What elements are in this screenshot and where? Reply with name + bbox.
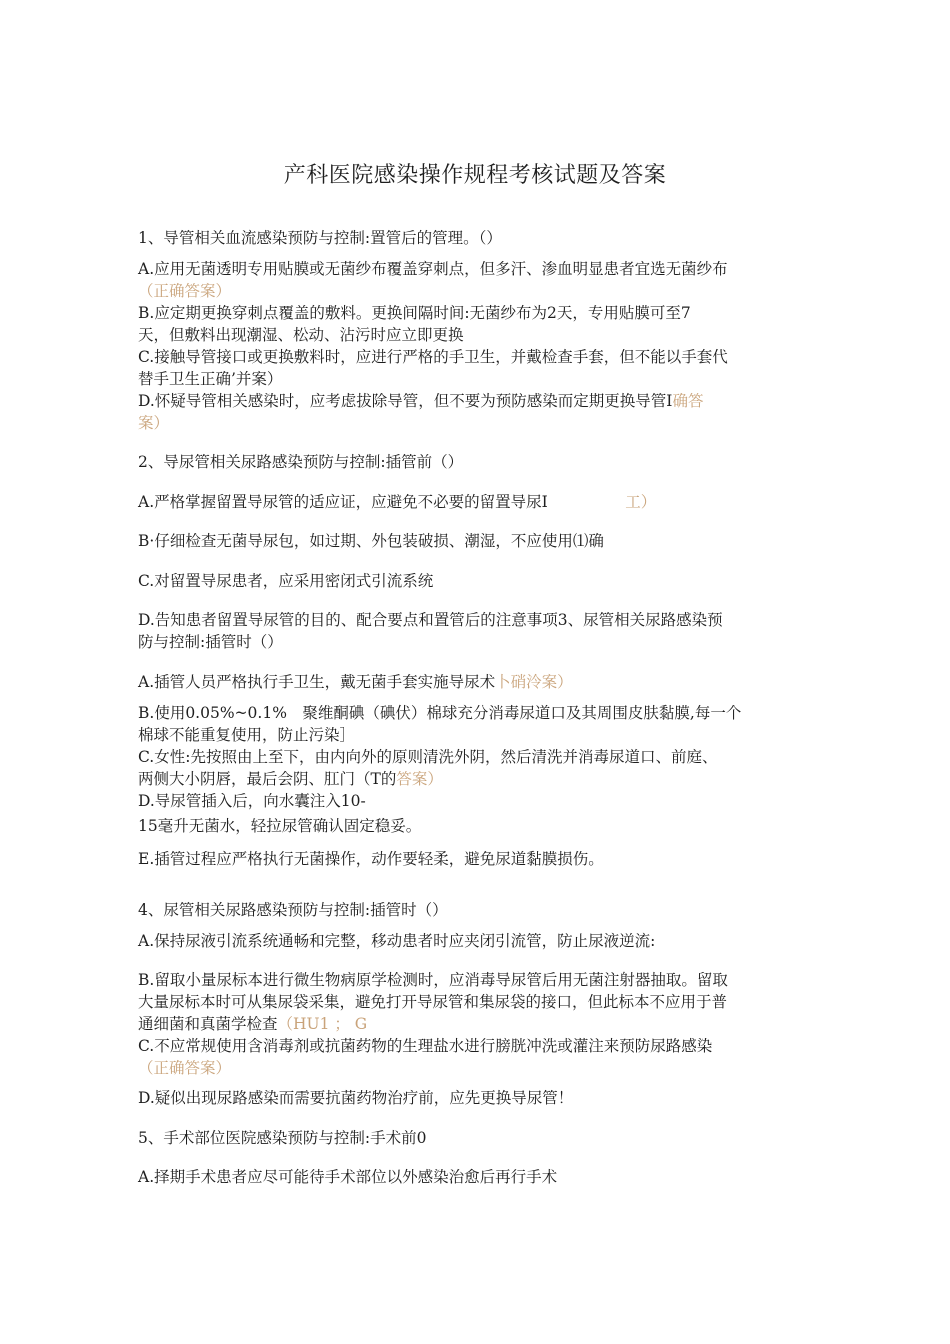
text-line (138, 1013, 810, 1035)
line-text: 天，但敷料出现潮湿、松动、沾污时应立即更换 (138, 326, 464, 344)
line-text: 通细菌和真菌学检查 (138, 1015, 278, 1033)
text-line (138, 930, 810, 952)
line-text: B.留取小量尿标本进行微生物病原学检测时，应消毒导尿管后用无菌注射器抽取。留取 (138, 971, 728, 989)
line-text: D.疑似出现尿路感染而需要抗菌药物治疗前，应先更换导尿管！ (138, 1089, 574, 1107)
line-text: B.应定期更换穿刺点覆盖的敷料。更换间隔时间:无菌纱布为2天，专用贴膜可至7 (138, 304, 691, 322)
text-line (138, 1166, 810, 1188)
line-text: A.保持尿液引流系统通畅和完整，移动患者时应夹闭引流管，防止尿液逆流: (138, 932, 656, 950)
line-text: A.择期手术患者应尽可能待手术部位以外感染治愈后再行手术 (138, 1168, 558, 1186)
line-text: 4、尿管相关尿路感染预防与控制:插管时（） (138, 901, 448, 919)
line-text: 2、导尿管相关尿路感染预防与控制:插管前（） (138, 453, 464, 471)
line-text: 防与控制:插管时（） (138, 633, 283, 651)
line-text: D.怀疑导管相关感染时，应考虑拔除导管，但不要为预防感染而定期更换导管I (138, 392, 673, 410)
line-text: 大量尿标本时可从集尿袋采集，避免打开导尿管和集尿袋的接口，但此标本不应用于普 (138, 993, 728, 1011)
text-line (138, 899, 810, 921)
text-line (138, 302, 810, 324)
text-line (138, 609, 810, 631)
text-line (138, 346, 810, 368)
text-line (138, 1035, 810, 1057)
answer-mark: 确答 (672, 392, 704, 410)
text-line (138, 991, 810, 1013)
answer-mark: （正确答案） (138, 1059, 232, 1077)
line-text: C.女性:先按照由上至下，由内向外的原则清洗外阴，然后清洗并消毒尿道口、前庭、 (138, 748, 718, 766)
line-text: C.对留置导尿患者，应采用密闭式引流系统 (138, 572, 434, 590)
text-line (138, 790, 810, 812)
text-line (138, 848, 810, 870)
line-text: 替手卫生正确’并案） (138, 370, 283, 388)
text-line (138, 412, 810, 434)
line-text: 5、手术部位医院感染预防与控制:手术前0 (138, 1129, 427, 1147)
line-text: B·仔细检查无菌导尿包，如过期、外包装破损、潮湿，不应使用⑴确 (138, 532, 604, 550)
line-text: 1、导管相关血流感染预防与控制:置管后的管理。（） (138, 229, 502, 247)
line-text: 15毫升无菌水，轻拉尿管确认固定稳妥。 (138, 817, 422, 835)
line-text: 棉球不能重复使用，防止污染］ (138, 726, 356, 744)
text-line (138, 570, 810, 592)
line-text: 两侧大小阴唇，最后会阴、肛门（T的 (138, 770, 397, 788)
page-title: 产科医院感染操作规程考核试题及答案 (283, 163, 667, 188)
text-line (138, 324, 810, 346)
text-line (138, 724, 810, 746)
line-text: C.接触导管接口或更换敷料时，应进行严格的手卫生，并戴检查手套，但不能以手套代 (138, 348, 728, 366)
text-line (138, 702, 810, 724)
text-line (138, 1127, 810, 1149)
text-line (138, 1087, 810, 1109)
text-line (138, 815, 810, 837)
line-text: E.插管过程应严格执行无菌操作，动作要轻柔，避免尿道黏膜损伤。 (138, 850, 604, 868)
line-text: B.使用0.05%~0.1% 聚维酮碘（碘伏）棉球充分消毒尿道口及其周围皮肤黏膜,每一个 (138, 704, 742, 722)
answer-mark: 卜硝泠案） (495, 673, 573, 691)
text-line (138, 280, 810, 302)
text-line (138, 969, 810, 991)
text-line (138, 368, 810, 390)
answer-mark: 答案） (396, 770, 443, 788)
line-text: A.严格掌握留置导尿管的适应证，应避免不必要的留置导尿I (138, 493, 626, 511)
answer-mark: （HU1 ； G (277, 1015, 368, 1033)
text-line (138, 631, 810, 653)
text-line (138, 768, 810, 790)
answer-mark: （正确答案） (138, 282, 232, 300)
line-text: A.插管人员严格执行手卫生，戴无菌手套实施导尿术 (138, 673, 496, 691)
line-text: D.导尿管插入后，向水囊注入10- (138, 792, 366, 810)
line-text: C.不应常规使用含消毒剂或抗菌药物的生理盐水进行膀胱冲洗或灌注来预防尿路感染 (138, 1037, 713, 1055)
answer-mark: 案） (138, 414, 170, 432)
text-line (138, 390, 810, 412)
answer-mark: 工） (625, 493, 657, 511)
text-line (138, 746, 810, 768)
text-line (138, 530, 810, 552)
text-line (138, 258, 810, 280)
text-line (138, 451, 810, 473)
line-text: A.应用无菌透明专用贴膜或无菌纱布覆盖穿刺点，但多汗、渗血明显患者宜选无菌纱布 (138, 260, 728, 278)
line-text: D.告知患者留置导尿管的目的、配合要点和置管后的注意事项3、尿管相关尿路感染预 (138, 611, 723, 629)
text-line (138, 1057, 810, 1079)
text-line (138, 491, 810, 513)
text-line (138, 227, 810, 249)
text-line (138, 671, 810, 693)
